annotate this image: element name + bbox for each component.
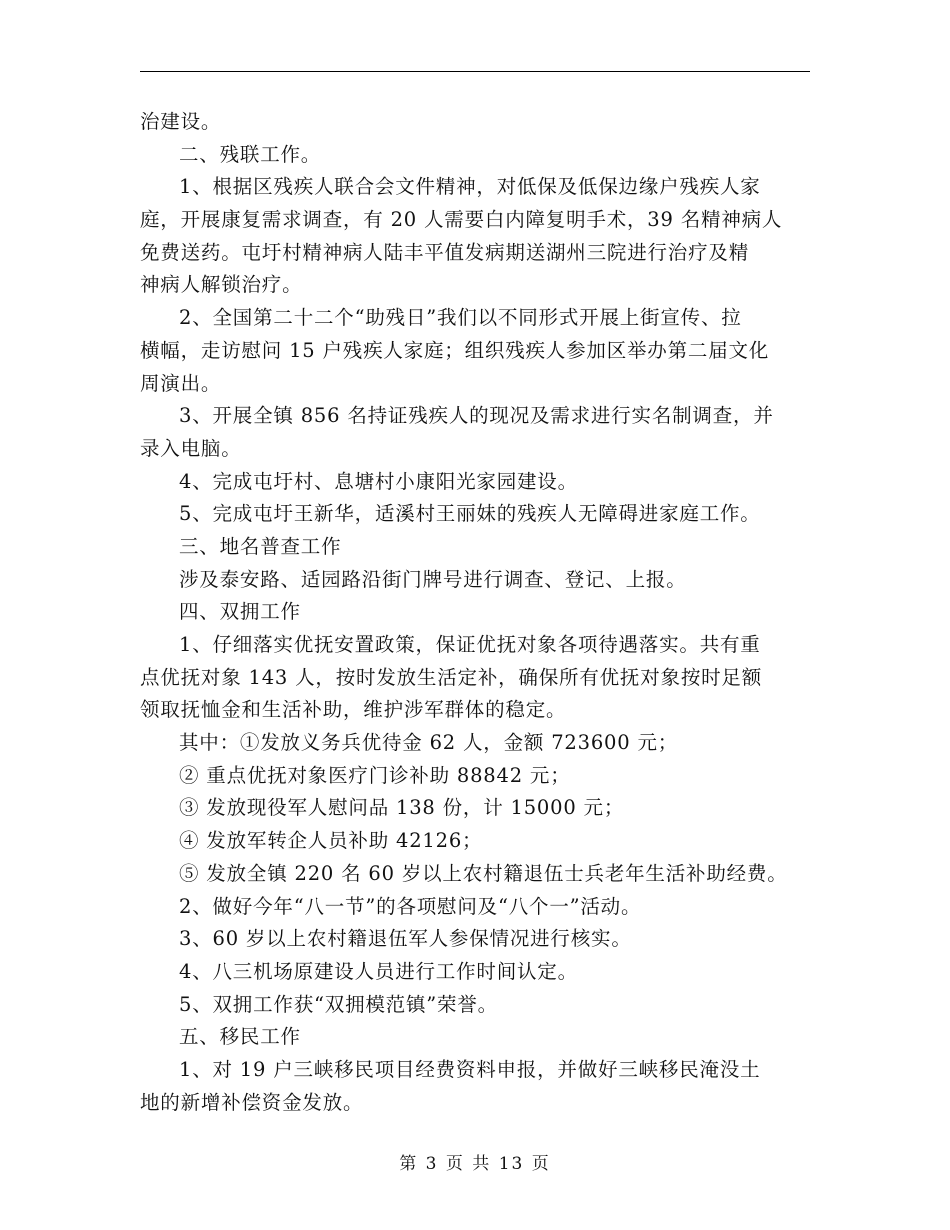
text-line: 免费送药。屯圩村精神病人陆丰平值发病期送湖州三院进行治疗及精 xyxy=(140,240,750,264)
text-line: 1、对 19 户三峡移民项目经费资料申报，并做好三峡移民淹没土 xyxy=(179,1057,761,1081)
page-number-footer: 第 3 页 共 13 页 xyxy=(399,1154,551,1174)
text-line: 其中：①发放义务兵优待金 62 人，金额 723600 元； xyxy=(179,731,679,755)
text-line: 治建设。 xyxy=(140,110,222,133)
text-line: 神病人解锁治疗。 xyxy=(140,273,303,297)
text-line: 周演出。 xyxy=(140,371,222,395)
text-line: 点优抚对象 143 人，按时发放生活定补，确保所有优抚对象按时足额 xyxy=(140,665,763,689)
text-line: 4、完成屯圩村、息塘村小康阳光家园建设。 xyxy=(179,469,578,493)
text-line: 5、双拥工作获“双拥模范镇”荣誉。 xyxy=(179,992,498,1016)
text-line: 1、根据区残疾人联合会文件精神，对低保及低保边缘户残疾人家 xyxy=(179,175,761,199)
text-line: ② 重点优抚对象医疗门诊补助 88842 元； xyxy=(179,763,571,787)
text-line: ⑤ 发放全镇 220 名 60 岁以上农村籍退伍士兵老年生活补助经费。 xyxy=(179,861,788,885)
text-line: 3、开展全镇 856 名持证残疾人的现况及需求进行实名制调查，并 xyxy=(179,404,774,428)
document-body xyxy=(140,106,812,1119)
text-line: 二、残联工作。 xyxy=(179,142,322,166)
text-line: 三、地名普查工作 xyxy=(179,534,342,558)
text-line: 五、移民工作 xyxy=(179,1025,301,1049)
text-line: 庭，开展康复需求调查，有 20 人需要白内障复明手术，39 名精神病人 xyxy=(140,208,783,232)
text-line: ③ 发放现役军人慰问品 138 份，计 15000 元； xyxy=(179,796,625,820)
text-line: 1、仔细落实优抚安置政策，保证优抚对象各项待遇落实。共有重 xyxy=(179,633,761,656)
text-line: 3、60 岁以上农村籍退伍军人参保情况进行核实。 xyxy=(179,927,632,951)
text-line: 涉及泰安路、适园路沿街门牌号进行调查、登记、上报。 xyxy=(179,567,687,591)
header-rule xyxy=(140,71,810,72)
text-line: 地的新增补偿资金发放。 xyxy=(140,1090,364,1114)
text-line: 横幅，走访慰问 15 户残疾人家庭；组织残疾人参加区举办第二届文化 xyxy=(140,338,770,362)
text-line: 2、全国第二十二个“助残日”我们以不同形式开展上街宣传、拉 xyxy=(179,306,742,330)
text-line: 2、做好今年“八一节”的各项慰问及“八个一”活动。 xyxy=(179,894,642,918)
text-line: 四、双拥工作 xyxy=(179,600,301,624)
text-line: 录入电脑。 xyxy=(140,436,242,460)
text-line: ④ 发放军转企人员补助 42126； xyxy=(179,829,483,853)
text-line: 4、八三机场原建设人员进行工作时间认定。 xyxy=(179,959,578,983)
text-line: 领取抚恤金和生活补助，维护涉军群体的稳定。 xyxy=(140,698,567,722)
text-line: 5、完成屯圩王新华，适溪村王丽妹的残疾人无障碍进家庭工作。 xyxy=(179,502,761,526)
